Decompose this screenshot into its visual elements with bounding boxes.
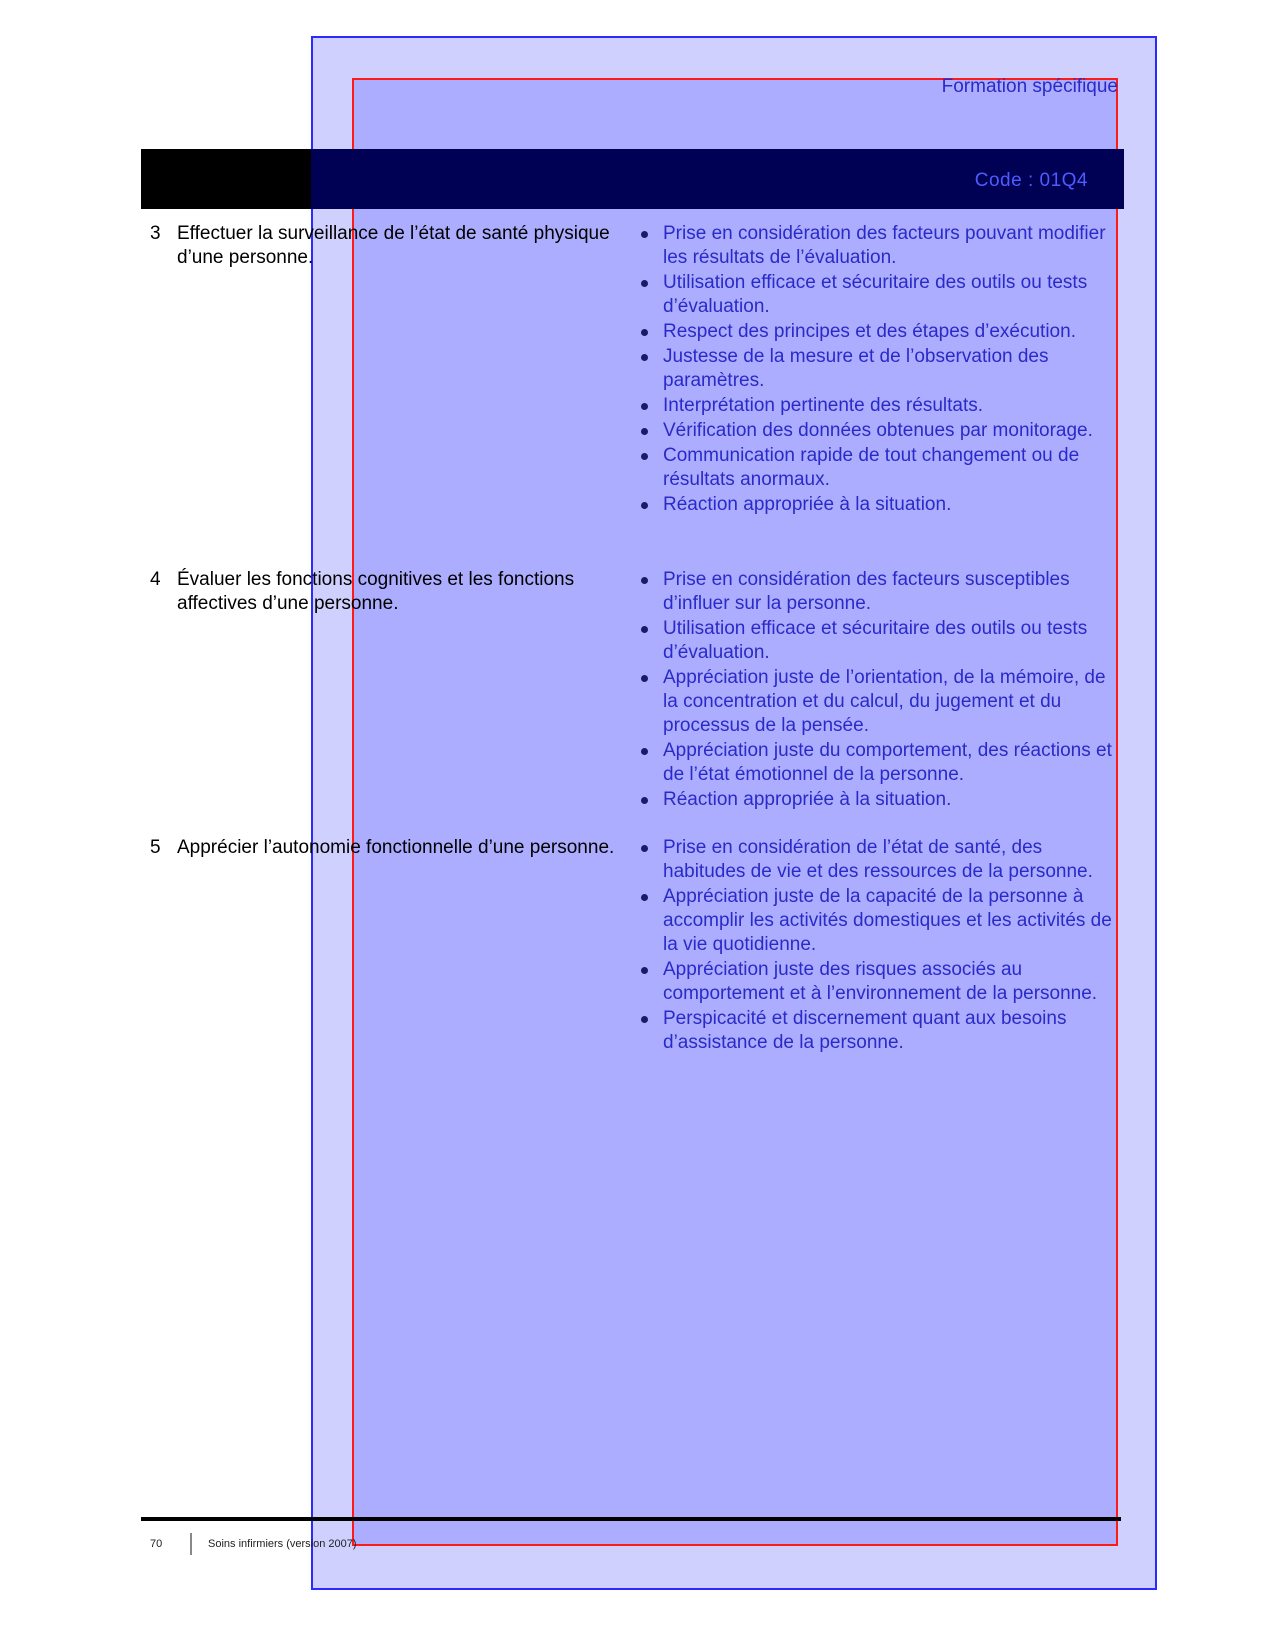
competency-text: Évaluer les fonctions cognitives et les fonctions affectives d’une personne. <box>177 569 575 614</box>
section-title: Formation spécifique <box>941 76 1118 97</box>
footer-separator <box>190 1533 192 1555</box>
competency-5 <box>150 836 650 860</box>
criterion: Utilisation efficace et sécuritaire des outils ou tests d’évaluation. <box>641 617 1121 665</box>
page-number: 70 <box>150 1537 163 1550</box>
criterion: Vérification des données obtenues par monitorage. <box>641 419 1121 443</box>
program-code: Code : 01Q4 <box>974 170 1088 191</box>
bullet-icon <box>641 577 648 584</box>
criterion: Justesse de la mesure et de l’observation des paramètres. <box>641 345 1121 393</box>
bullet-icon <box>641 675 648 682</box>
competency-3 <box>150 222 650 270</box>
criterion: Interprétation pertinente des résultats. <box>641 394 1121 418</box>
bullet-icon <box>641 626 648 633</box>
competency-text: Effectuer la surveillance de l’état de santé physique d’une personne. <box>177 223 610 268</box>
criteria-list-3 <box>641 222 1121 518</box>
page-footer <box>150 1533 357 1555</box>
competency-text: Apprécier l’autonomie fonctionnelle d’une personne. <box>177 837 615 858</box>
bullet-icon <box>641 453 648 460</box>
criterion: Réaction appropriée à la situation. <box>641 788 1121 812</box>
criterion: Appréciation juste du comportement, des réactions et de l’état émotionnel de la personne. <box>641 739 1121 787</box>
criterion: Appréciation juste de l’orientation, de la mémoire, de la concentration et du calcul, du jugement et du processus de la pensée. <box>641 666 1121 738</box>
criterion: Respect des principes et des étapes d’exécution. <box>641 320 1121 344</box>
bullet-icon <box>641 1016 648 1023</box>
footer-rule <box>141 1517 1121 1521</box>
criterion: Prise en considération de l’état de santé, des habitudes de vie et des ressources de la personne. <box>641 836 1121 884</box>
criterion: Utilisation efficace et sécuritaire des outils ou tests d’évaluation. <box>641 271 1121 319</box>
criterion: Communication rapide de tout changement ou de résultats anormaux. <box>641 444 1121 492</box>
document-title: Soins infirmiers (version 2007) <box>208 1537 357 1550</box>
bullet-icon <box>641 797 648 804</box>
bullet-icon <box>641 231 648 238</box>
competency-number: 4 <box>150 569 161 590</box>
bullet-icon <box>641 280 648 287</box>
criterion: Appréciation juste de la capacité de la personne à accomplir les activités domestiques et les activités de la vie quotidienne. <box>641 885 1121 957</box>
bullet-icon <box>641 428 648 435</box>
bullet-icon <box>641 502 648 509</box>
bullet-icon <box>641 845 648 852</box>
criterion: Appréciation juste des risques associés au comportement et à l’environnement de la personne. <box>641 958 1121 1006</box>
competency-number: 5 <box>150 837 161 858</box>
bullet-icon <box>641 354 648 361</box>
bullet-icon <box>641 403 648 410</box>
criterion: Réaction appropriée à la situation. <box>641 493 1121 517</box>
bullet-icon <box>641 748 648 755</box>
criterion: Perspicacité et discernement quant aux besoins d’assistance de la personne. <box>641 1007 1121 1055</box>
bullet-icon <box>641 967 648 974</box>
bullet-icon <box>641 894 648 901</box>
competency-4 <box>150 568 650 616</box>
competency-number: 3 <box>150 223 161 244</box>
criteria-list-5 <box>641 836 1121 1056</box>
criteria-list-4 <box>641 568 1121 813</box>
bullet-icon <box>641 329 648 336</box>
criterion: Prise en considération des facteurs pouvant modifier les résultats de l’évaluation. <box>641 222 1121 270</box>
criterion: Prise en considération des facteurs susceptibles d’influer sur la personne. <box>641 568 1121 616</box>
